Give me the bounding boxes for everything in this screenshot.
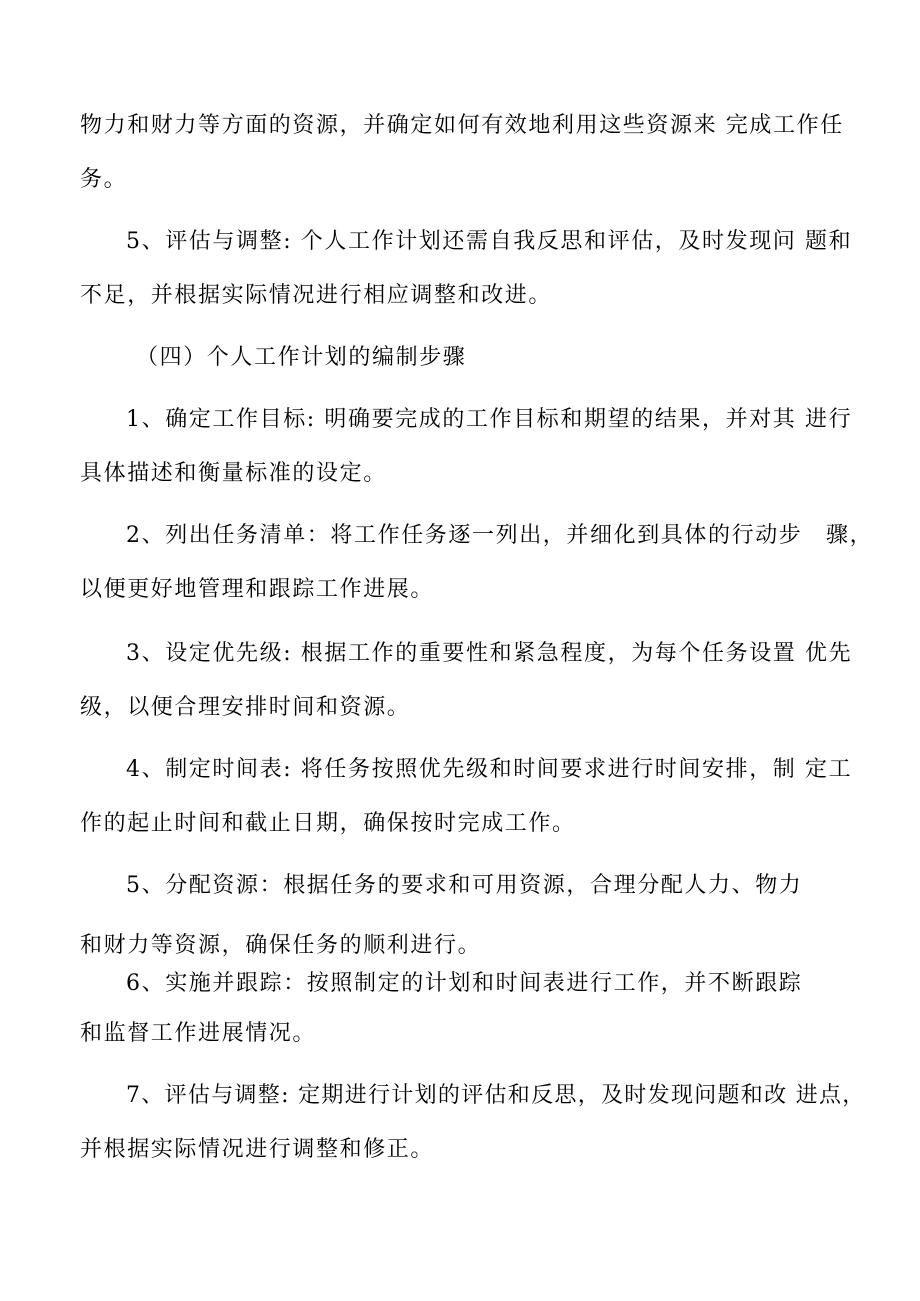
text-line: 物力和财力等方面的资源，并确定如何有效地利用这些资源来 完成工作任 bbox=[80, 113, 844, 138]
step-4: 4、制定时间表: 将任务按照优先级和时间要求进行时间安排，制 定工 bbox=[126, 757, 853, 782]
step-5: 5、分配资源：根据任务的要求和可用资源，合理分配人力、物力 bbox=[126, 873, 803, 898]
text-line: 作的起止时间和截止日期，确保按时完成工作。 bbox=[80, 811, 576, 836]
text-line: 和财力等资源，确保任务的顺利进行。 bbox=[80, 933, 482, 958]
step-6: 6、实施并跟踪：按照制定的计划和时间表进行工作，并不断跟踪 bbox=[126, 971, 803, 996]
step-2: 2、列出任务清单：将工作任务逐一列出，并细化到具体的行动步 骤， bbox=[126, 523, 874, 548]
text-line: 具体描述和衡量标准的设定。 bbox=[80, 461, 387, 486]
item-5-evaluate: 5、评估与调整: 个人工作计划还需自我反思和评估，及时发现问 题和 bbox=[126, 229, 853, 254]
text-line: 不足，并根据实际情况进行相应调整和改进。 bbox=[80, 283, 553, 308]
text-line: 以便更好地管理和跟踪工作进展。 bbox=[80, 577, 435, 602]
step-7: 7、评估与调整: 定期进行计划的评估和反思，及时发现问题和改 进点， bbox=[126, 1083, 866, 1108]
text-line: 和监督工作进展情况。 bbox=[80, 1021, 317, 1046]
section-heading: （四）个人工作计划的编制步骤 bbox=[136, 345, 467, 370]
step-1: 1、确定工作目标: 明确要完成的工作目标和期望的结果，并对其 进行 bbox=[126, 407, 853, 432]
text-line: 务。 bbox=[80, 167, 128, 192]
text-line: 级，以便合理安排时间和资源。 bbox=[80, 695, 411, 720]
step-3: 3、设定优先级: 根据工作的重要性和紧急程度，为每个任务设置 优先 bbox=[126, 641, 853, 666]
text-line: 并根据实际情况进行调整和修正。 bbox=[80, 1137, 435, 1162]
